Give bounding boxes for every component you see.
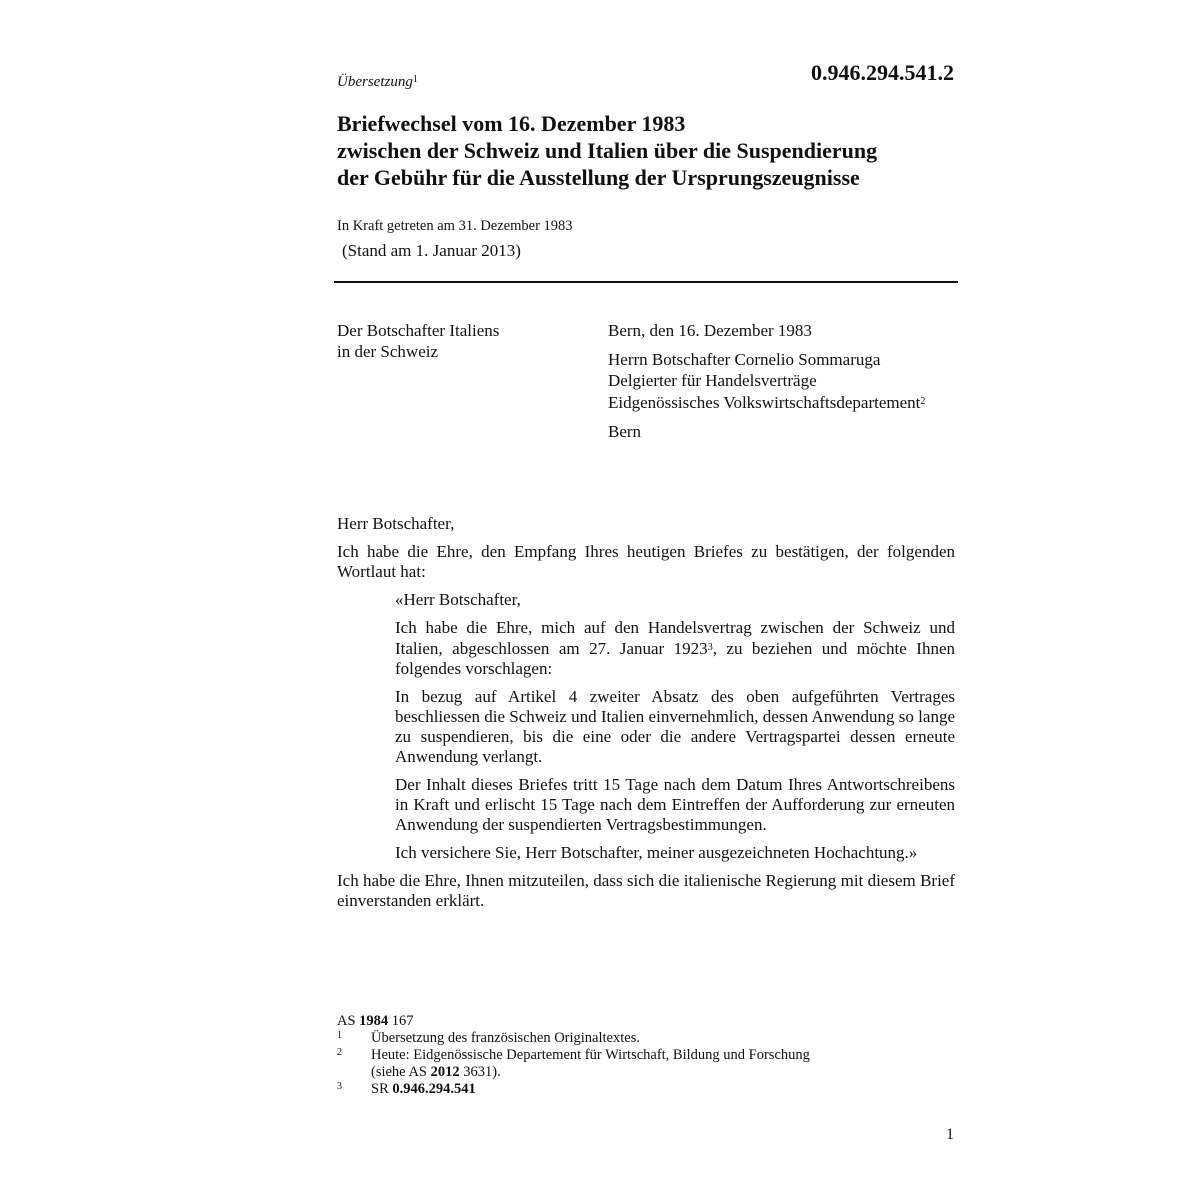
letter-date: Bern, den 16. Dezember 1983 [608, 321, 812, 340]
footnote-2: 2 Heute: Eidgenössische Departement für Wirtschaft, Bildung und Forschung (siehe AS 2012 3631). [337, 1047, 810, 1080]
quote-salutation: «Herr Botschafter, [395, 590, 521, 609]
status-date: (Stand am 1. Januar 2013) [342, 241, 521, 260]
letter-body [337, 514, 955, 919]
as-reference: AS 1984 167 [337, 1013, 414, 1029]
address-block [608, 320, 925, 442]
quoted-letter [395, 590, 955, 863]
footnotes [337, 1013, 810, 1098]
sender-line-1: Der Botschafter Italiens [337, 321, 500, 340]
salutation: Herr Botschafter, [337, 514, 455, 533]
footnote-ref-1[interactable]: 1 [412, 74, 418, 85]
recipient-name: Herrn Botschafter Cornelio Sommaruga [608, 350, 881, 369]
recipient-city: Bern [608, 422, 642, 441]
quote-paragraph-3: Der Inhalt dieses Briefes tritt 15 Tage nach dem Datum Ihres Antwortschreibens in Kraft und erlischt 15 Tage nach dem Eintreffen der Aufforderung zur erneuten Anwendung der suspendierten Vertragsbestimmungen. [395, 775, 955, 834]
quote-paragraph-4: Ich versichere Sie, Herr Botschafter, meiner ausgezeichneten Hochachtung.» [395, 843, 918, 862]
title-line-3: der Gebühr für die Ausstellung der Ursprungszeugnisse [337, 165, 860, 190]
quote-paragraph-1: Ich habe die Ehre, mich auf den Handelsvertrag zwischen der Schweiz und Italien, abgeschlossen am 27. Januar 1923$^3$, zu beziehen und möchte Ihnen folgendes vorschlagen: [395, 618, 955, 678]
in-force-date: In Kraft getreten am 31. Dezember 1983 [337, 218, 573, 234]
sender-line-2: in der Schweiz [337, 342, 439, 361]
translation-label: Übersetzung$^1$ [337, 74, 418, 90]
intro-paragraph: Ich habe die Ehre, den Empfang Ihres heutigen Briefes zu bestätigen, der folgenden Wortlaut hat: [337, 542, 955, 581]
recipient-role: Delgierter für Handelsverträge [608, 371, 817, 390]
title-line-1: Briefwechsel vom 16. Dezember 1983 [337, 111, 686, 136]
closing-paragraph: Ich habe die Ehre, Ihnen mitzuteilen, dass sich die italienische Regierung mit diesem Brief einverstanden erklärt. [337, 871, 955, 910]
footnote-1: 1 Übersetzung des französischen Originaltextes. [337, 1030, 640, 1046]
sender-block [337, 320, 499, 362]
header-divider [334, 281, 958, 283]
title-line-2: zwischen der Schweiz und Italien über die Suspendierung [337, 138, 878, 163]
footnote-ref-2[interactable]: 2 [920, 396, 926, 407]
footnote-3: 3 SR 0.946.294.541 [337, 1081, 476, 1097]
sr-number: 0.946.294.541.2 [811, 60, 954, 85]
recipient-department: Eidgenössisches Volkswirtschaftsdepartement$^2$ [608, 393, 926, 412]
document-title [337, 110, 977, 191]
page-number: 1 [946, 1126, 954, 1143]
footnote-ref-3[interactable]: 3 [707, 642, 713, 653]
quote-paragraph-2: In bezug auf Artikel 4 zweiter Absatz des oben aufgeführten Vertrages beschliessen die Schweiz und Italien einvernehmlich, dessen Anwendung so lange zu suspendieren, bis die eine oder die andere Vertragspartei dessen erneute Anwendung verlangt. [395, 687, 955, 766]
